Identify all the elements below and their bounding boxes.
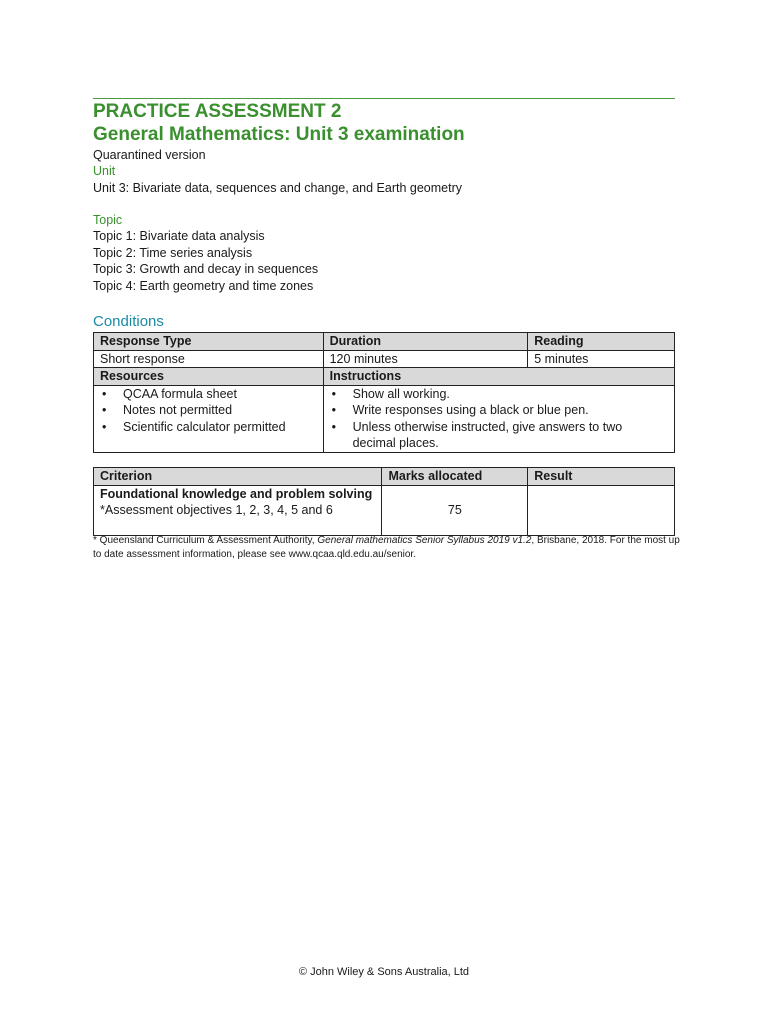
header-cell: Duration (323, 333, 528, 351)
resources-cell (94, 385, 324, 452)
topic-label: Topic (93, 213, 123, 227)
table-row (94, 468, 675, 486)
conditions-table (93, 332, 675, 453)
criterion-name: Foundational knowledge and problem solving (100, 486, 373, 501)
criterion-cell (94, 485, 382, 535)
header-rule (93, 98, 675, 99)
conditions-heading: Conditions (93, 313, 164, 330)
page-title: PRACTICE ASSESSMENT 2 (93, 101, 342, 122)
unit-text: Unit 3: Bivariate data, sequences and change, and Earth geometry (93, 181, 462, 195)
list-item: • Scientific calculator permitted (100, 419, 317, 436)
header-cell: Criterion (94, 468, 382, 486)
footnote-prefix: * Queensland Curriculum & Assessment Authority, (93, 535, 318, 546)
instructions-cell (323, 385, 674, 452)
topic-item: Topic 1: Bivariate data analysis (93, 229, 265, 243)
page-subtitle: General Mathematics: Unit 3 examination (93, 124, 465, 145)
header-cell: Response Type (94, 333, 324, 351)
topic-item: Topic 3: Growth and decay in sequences (93, 262, 319, 276)
topic-item: Topic 2: Time series analysis (93, 246, 253, 260)
marks-cell: 75 (382, 485, 528, 535)
header-cell: Marks allocated (382, 468, 528, 486)
table-row (94, 485, 675, 535)
result-cell (528, 485, 675, 535)
table-cell: Short response (94, 350, 324, 368)
table-cell: 120 minutes (323, 350, 528, 368)
table-row (94, 368, 675, 386)
header-cell: Resources (94, 368, 324, 386)
version-text: Quarantined version (93, 148, 206, 162)
header-cell: Reading (528, 333, 675, 351)
list-item: • Notes not permitted (100, 402, 317, 419)
footnote-suffix: , Brisbane, 2018. For the most up to date assessment information, please see www.qcaa.qld.edu.au/senior. (93, 535, 680, 560)
table-cell: 5 minutes (528, 350, 675, 368)
table-row (94, 333, 675, 351)
unit-label: Unit (93, 164, 116, 178)
criterion-objectives: *Assessment objectives 1, 2, 3, 4, 5 and 6 (100, 503, 333, 517)
copyright-footer: © John Wiley & Sons Australia, Ltd (298, 966, 470, 978)
header-cell: Instructions (323, 368, 674, 386)
list-item: • Unless otherwise instructed, give answers to two decimal places. (330, 419, 668, 452)
criteria-table (93, 467, 675, 536)
table-row (94, 385, 675, 452)
list-item: • Show all working. (330, 386, 668, 403)
table-row (94, 350, 675, 368)
footnote (93, 534, 683, 562)
header-cell: Result (528, 468, 675, 486)
list-item: • Write responses using a black or blue pen. (330, 402, 668, 419)
topic-item: Topic 4: Earth geometry and time zones (93, 279, 314, 293)
footnote-citation: General mathematics Senior Syllabus 2019 v1.2 (317, 535, 532, 546)
list-item: • QCAA formula sheet (100, 386, 317, 403)
